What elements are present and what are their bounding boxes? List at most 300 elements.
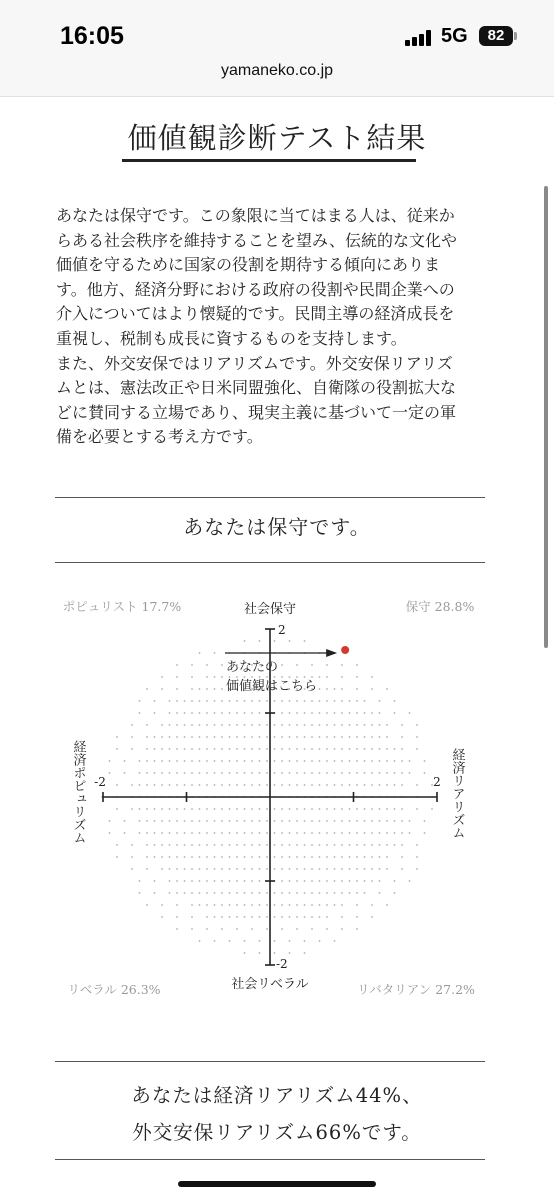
distribution-dot [131, 844, 133, 846]
distribution-dot [191, 664, 193, 666]
distribution-dot [154, 820, 156, 822]
distribution-dot [364, 784, 366, 786]
distribution-dot [176, 856, 178, 858]
distribution-dot [229, 820, 231, 822]
distribution-dot [184, 724, 186, 726]
distribution-dot [259, 868, 261, 870]
distribution-dot [199, 760, 201, 762]
distribution-dot [206, 784, 208, 786]
distribution-dot [311, 700, 313, 702]
distribution-dot [244, 700, 246, 702]
quadrant-label-libertarian: リバタリアン 27.2% [357, 982, 475, 997]
distribution-dot [326, 700, 328, 702]
distribution-dot [139, 820, 141, 822]
distribution-dot [266, 892, 268, 894]
distribution-dot [311, 760, 313, 762]
distribution-dot [364, 712, 366, 714]
distribution-dot [319, 712, 321, 714]
distribution-dot [341, 820, 343, 822]
distribution-dot [146, 688, 148, 690]
distribution-dot [274, 832, 276, 834]
distribution-dot [356, 664, 358, 666]
distribution-dot [349, 808, 351, 810]
arrow-head [326, 649, 337, 657]
distribution-dot [341, 880, 343, 882]
result-description [56, 204, 496, 450]
distribution-dot [326, 832, 328, 834]
distribution-dot [206, 868, 208, 870]
distribution-dot [296, 832, 298, 834]
distribution-dot [191, 892, 193, 894]
distribution-dot [146, 760, 148, 762]
distribution-dot [274, 784, 276, 786]
distribution-dot [311, 676, 313, 678]
distribution-dot [319, 916, 321, 918]
distribution-dot [154, 748, 156, 750]
distribution-dot [319, 688, 321, 690]
axis-label-left: 経済ポピュリズム [70, 740, 86, 844]
distribution-dot [379, 832, 381, 834]
distribution-dot [266, 844, 268, 846]
distribution-dot [244, 880, 246, 882]
distribution-dot [131, 736, 133, 738]
address-bar[interactable]: yamaneko.co.jp [220, 62, 334, 79]
distribution-dot [304, 772, 306, 774]
distribution-dot [304, 844, 306, 846]
distribution-dot [266, 724, 268, 726]
distribution-dot [386, 904, 388, 906]
distribution-dot [349, 880, 351, 882]
distribution-dot [199, 868, 201, 870]
distribution-dot [116, 736, 118, 738]
distribution-dot [274, 952, 276, 954]
distribution-dot [139, 808, 141, 810]
distribution-dot [214, 724, 216, 726]
distribution-dot [274, 748, 276, 750]
distribution-dot [386, 736, 388, 738]
distribution-dot [251, 856, 253, 858]
bottom-result-line: 外交安保リアリズム66%です。 [132, 1121, 422, 1144]
network-type: 5G [441, 25, 468, 47]
distribution-dot [116, 844, 118, 846]
distribution-dot [326, 880, 328, 882]
distribution-dot [176, 724, 178, 726]
distribution-dot [304, 940, 306, 942]
distribution-dot [259, 640, 261, 642]
distribution-dot [371, 760, 373, 762]
distribution-dot [394, 712, 396, 714]
distribution-dot [206, 856, 208, 858]
distribution-dot [334, 736, 336, 738]
distribution-dot [274, 760, 276, 762]
distribution-dot [206, 820, 208, 822]
distribution-dot [169, 712, 171, 714]
distribution-dot [221, 724, 223, 726]
distribution-dot [386, 688, 388, 690]
distribution-dot [154, 880, 156, 882]
distribution-dot [364, 748, 366, 750]
distribution-dot [281, 772, 283, 774]
distribution-dot [281, 724, 283, 726]
distribution-dot [214, 904, 216, 906]
distribution-dot [386, 772, 388, 774]
distribution-dot [191, 688, 193, 690]
distribution-dot [169, 736, 171, 738]
distribution-dot [296, 856, 298, 858]
distribution-dot [304, 880, 306, 882]
distribution-dot [244, 820, 246, 822]
distribution-dot [281, 700, 283, 702]
distribution-dot [244, 808, 246, 810]
distribution-dot [311, 892, 313, 894]
distribution-dot [371, 748, 373, 750]
distribution-dot [229, 892, 231, 894]
distribution-dot [154, 736, 156, 738]
distribution-dot [206, 748, 208, 750]
distribution-dot [199, 832, 201, 834]
distribution-dot [349, 700, 351, 702]
distribution-dot [184, 760, 186, 762]
distribution-dot [296, 760, 298, 762]
distribution-dot [401, 844, 403, 846]
distribution-dot [296, 748, 298, 750]
distribution-dot [289, 712, 291, 714]
distribution-dot [311, 784, 313, 786]
distribution-dot [176, 820, 178, 822]
distribution-dot [229, 748, 231, 750]
distribution-dot [341, 676, 343, 678]
distribution-dot [304, 904, 306, 906]
distribution-dot [296, 904, 298, 906]
distribution-dot [221, 772, 223, 774]
distribution-dot [334, 700, 336, 702]
distribution-dot [274, 940, 276, 942]
distribution-dot [154, 700, 156, 702]
quadrant-label-conservative: 保守 28.8% [405, 599, 475, 614]
distribution-dot [139, 892, 141, 894]
distribution-dot [281, 844, 283, 846]
distribution-dot [394, 808, 396, 810]
distribution-dot [371, 880, 373, 882]
distribution-dot [214, 820, 216, 822]
distribution-dot [124, 760, 126, 762]
description-line: どに賛同する立場であり、現実主義に基づいて一定の軍 [56, 402, 457, 422]
distribution-dot [109, 760, 111, 762]
distribution-dot [176, 700, 178, 702]
distribution-dot [236, 820, 238, 822]
distribution-dot [289, 952, 291, 954]
distribution-dot [214, 688, 216, 690]
distribution-dot [311, 712, 313, 714]
distribution-dot [259, 748, 261, 750]
distribution-dot [394, 844, 396, 846]
distribution-dot [304, 724, 306, 726]
distribution-dot [334, 784, 336, 786]
distribution-dot [221, 844, 223, 846]
description-line: あなたは保守です。この象限に当てはまる人は、従来か [56, 206, 455, 225]
distribution-dot [349, 868, 351, 870]
distribution-dot [326, 748, 328, 750]
distribution-dot [356, 736, 358, 738]
distribution-dot [266, 808, 268, 810]
distribution-dot [424, 772, 426, 774]
distribution-dot [176, 928, 178, 930]
distribution-dot [319, 772, 321, 774]
distribution-dot [161, 904, 163, 906]
distribution-dot [131, 748, 133, 750]
distribution-dot [244, 832, 246, 834]
distribution-dot [281, 784, 283, 786]
distribution-dot [184, 736, 186, 738]
distribution-dot [424, 760, 426, 762]
distribution-dot [259, 784, 261, 786]
description-line: 介入についてはより懐疑的です。民間主導の経済成長を [56, 304, 455, 324]
distribution-dot [251, 916, 253, 918]
distribution-dot [251, 928, 253, 930]
distribution-dot [281, 832, 283, 834]
distribution-dot [199, 712, 201, 714]
distribution-dot [319, 868, 321, 870]
distribution-dot [259, 808, 261, 810]
distribution-dot [311, 724, 313, 726]
distribution-dot [191, 760, 193, 762]
home-indicator[interactable] [178, 1181, 376, 1187]
distribution-dot [364, 844, 366, 846]
distribution-dot [191, 916, 193, 918]
distribution-dot [206, 724, 208, 726]
distribution-dot [131, 724, 133, 726]
distribution-dot [191, 844, 193, 846]
distribution-dot [334, 724, 336, 726]
distribution-dot [184, 892, 186, 894]
distribution-dot [131, 808, 133, 810]
distribution-dot [161, 724, 163, 726]
distribution-dot [244, 640, 246, 642]
distribution-dot [206, 700, 208, 702]
distribution-dot [386, 856, 388, 858]
distribution-dot [424, 820, 426, 822]
distribution-dot [176, 916, 178, 918]
distribution-dot [386, 832, 388, 834]
distribution-dot [199, 772, 201, 774]
distribution-dot [326, 808, 328, 810]
distribution-dot [311, 664, 313, 666]
distribution-dot [221, 904, 223, 906]
distribution-dot [326, 676, 328, 678]
distribution-dot [416, 808, 418, 810]
distribution-dot [341, 856, 343, 858]
political-compass-chart [0, 590, 554, 1010]
distribution-dot [311, 928, 313, 930]
distribution-dot [386, 748, 388, 750]
distribution-dot [334, 904, 336, 906]
distribution-dot [319, 760, 321, 762]
distribution-dot [191, 856, 193, 858]
distribution-dot [161, 784, 163, 786]
distribution-dot [364, 880, 366, 882]
distribution-dot [356, 916, 358, 918]
distribution-dot [251, 892, 253, 894]
distribution-dot [326, 736, 328, 738]
distribution-dot [334, 760, 336, 762]
distribution-dot [311, 736, 313, 738]
distribution-dot [214, 868, 216, 870]
distribution-dot [259, 712, 261, 714]
distribution-dot [161, 676, 163, 678]
distribution-dot [326, 664, 328, 666]
distribution-dot [379, 760, 381, 762]
distribution-dot [176, 712, 178, 714]
distribution-dot [229, 940, 231, 942]
distribution-dot [146, 772, 148, 774]
distribution-dot [326, 688, 328, 690]
distribution-dot [169, 844, 171, 846]
distribution-dot [229, 772, 231, 774]
distribution-dot [401, 748, 403, 750]
distribution-dot [334, 844, 336, 846]
distribution-dot [379, 880, 381, 882]
distribution-dot [154, 832, 156, 834]
distribution-dot [214, 772, 216, 774]
distribution-dot [274, 856, 276, 858]
distribution-dot [364, 856, 366, 858]
distribution-dot [221, 928, 223, 930]
distribution-dot [401, 820, 403, 822]
distribution-dot [274, 916, 276, 918]
distribution-dot [319, 808, 321, 810]
distribution-dot [296, 880, 298, 882]
distribution-dot [184, 772, 186, 774]
distribution-dot [289, 760, 291, 762]
scrollbar[interactable] [544, 186, 548, 648]
distribution-dot [244, 784, 246, 786]
distribution-dot [191, 712, 193, 714]
distribution-dot [199, 688, 201, 690]
divider [55, 562, 485, 563]
distribution-dot [326, 820, 328, 822]
distribution-dot [371, 808, 373, 810]
distribution-dot [199, 904, 201, 906]
distribution-dot [281, 748, 283, 750]
distribution-dot [176, 748, 178, 750]
distribution-dot [266, 736, 268, 738]
distribution-dot [131, 856, 133, 858]
distribution-dot [146, 844, 148, 846]
distribution-dot [341, 736, 343, 738]
distribution-dot [191, 772, 193, 774]
tick-label-y-min: -2 [276, 957, 288, 971]
distribution-dot [191, 820, 193, 822]
distribution-dot [296, 844, 298, 846]
distribution-dot [274, 892, 276, 894]
divider [55, 1061, 485, 1062]
distribution-dot [311, 904, 313, 906]
distribution-dot [244, 736, 246, 738]
distribution-dot [319, 904, 321, 906]
distribution-dot [259, 856, 261, 858]
battery-icon: 82 [479, 26, 513, 46]
distribution-dot [199, 808, 201, 810]
distribution-dot [356, 820, 358, 822]
distribution-dot [386, 868, 388, 870]
distribution-dot [199, 940, 201, 942]
distribution-dot [319, 832, 321, 834]
distribution-dot [371, 904, 373, 906]
distribution-dot [274, 724, 276, 726]
distribution-dot [124, 772, 126, 774]
distribution-dot [251, 784, 253, 786]
distribution-dot [379, 700, 381, 702]
distribution-dot [199, 880, 201, 882]
distribution-dot [326, 712, 328, 714]
distribution-dot [206, 772, 208, 774]
distribution-dot [244, 676, 246, 678]
distribution-dot [221, 688, 223, 690]
distribution-dot [184, 712, 186, 714]
distribution-dot [401, 808, 403, 810]
distribution-dot [199, 784, 201, 786]
distribution-dot [304, 892, 306, 894]
distribution-dot [341, 868, 343, 870]
distribution-dot [221, 784, 223, 786]
distribution-dot [206, 664, 208, 666]
distribution-dot [206, 880, 208, 882]
axis-label-bottom: 社会リベラル [231, 977, 309, 992]
distribution-dot [379, 724, 381, 726]
divider [55, 1159, 485, 1160]
distribution-dot [341, 688, 343, 690]
distribution-dot [296, 724, 298, 726]
distribution-dot [311, 832, 313, 834]
distribution-dot [371, 832, 373, 834]
distribution-dot [266, 904, 268, 906]
distribution-dot [191, 748, 193, 750]
distribution-dot [266, 916, 268, 918]
distribution-dot [304, 868, 306, 870]
distribution-dot [379, 868, 381, 870]
distribution-dot [356, 880, 358, 882]
description-line: す。他方、経済分野における政府の役割や民間企業への [56, 279, 455, 299]
distribution-dot [281, 820, 283, 822]
distribution-dot [109, 832, 111, 834]
distribution-dot [236, 760, 238, 762]
distribution-dot [259, 772, 261, 774]
distribution-dot [199, 844, 201, 846]
distribution-dot [401, 784, 403, 786]
distribution-dot [416, 748, 418, 750]
distribution-dot [146, 832, 148, 834]
description-line: 重視し、税制も成長に資するものを支持します。 [56, 328, 407, 348]
distribution-dot [274, 820, 276, 822]
distribution-dot [154, 856, 156, 858]
distribution-dot [199, 748, 201, 750]
distribution-dot [289, 808, 291, 810]
distribution-dot [146, 748, 148, 750]
distribution-dot [161, 772, 163, 774]
distribution-dot [191, 700, 193, 702]
distribution-dot [379, 772, 381, 774]
distribution-dot [274, 844, 276, 846]
distribution-dot [221, 832, 223, 834]
distribution-dot [379, 748, 381, 750]
distribution-dot [229, 856, 231, 858]
distribution-dot [229, 736, 231, 738]
distribution-dot [214, 736, 216, 738]
distribution-dot [184, 880, 186, 882]
distribution-dot [214, 844, 216, 846]
quadrant-label-liberal: リベラル 26.3% [67, 982, 161, 997]
distribution-dot [206, 928, 208, 930]
